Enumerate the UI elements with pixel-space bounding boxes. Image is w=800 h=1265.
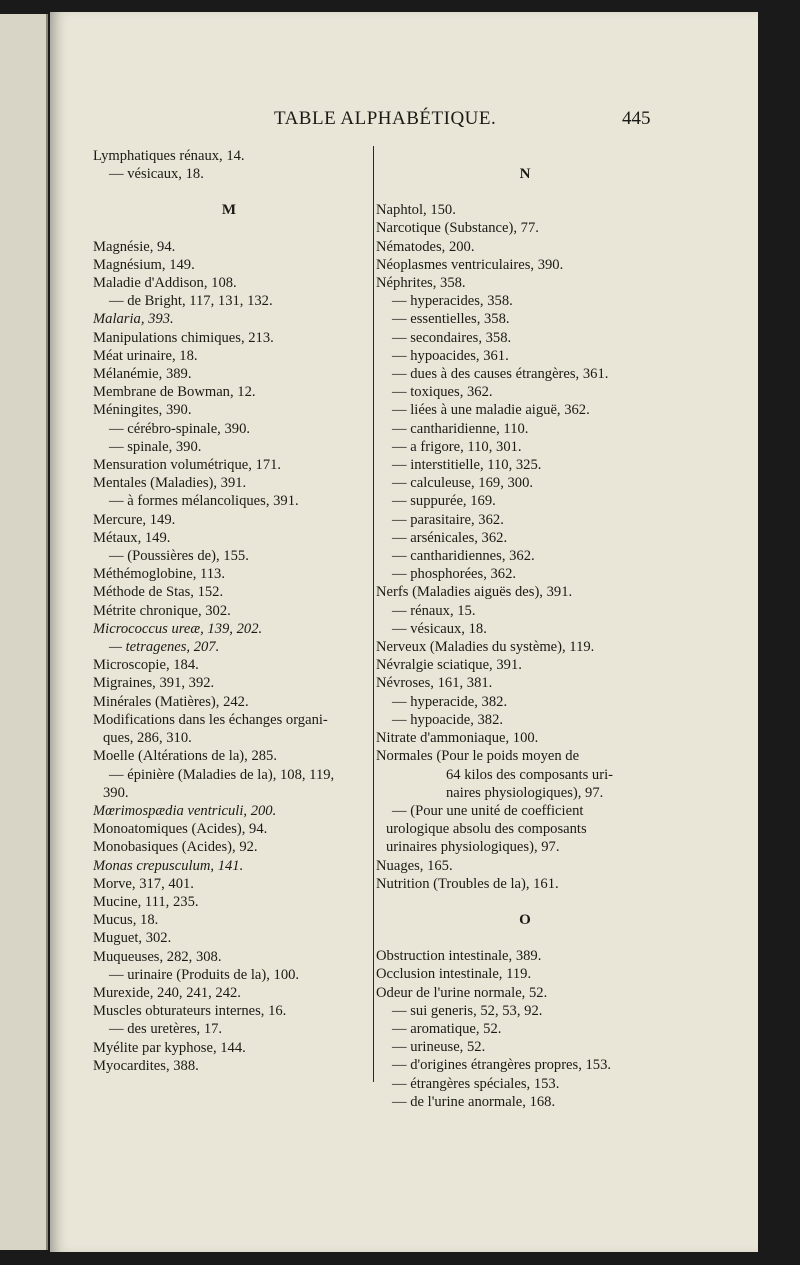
index-entry: Lymphatiques rénaux, 14. bbox=[93, 148, 245, 164]
spacer bbox=[376, 929, 674, 947]
previous-page-edge bbox=[0, 14, 48, 1250]
index-entry: Névralgie sciatique, 391. bbox=[376, 657, 522, 674]
index-entry: Muqueuses, 282, 308. bbox=[93, 948, 222, 965]
index-entry: Monoatomiques (Acides), 94. bbox=[93, 821, 268, 838]
index-entry: Mensuration volumétrique, 171. bbox=[93, 457, 282, 474]
index-entry: Nerveux (Maladies du système), 119. bbox=[376, 639, 595, 656]
index-entry: Mentales (Maladies), 391. bbox=[93, 475, 247, 492]
index-entry: Méningites, 390. bbox=[93, 402, 192, 419]
index-entry: — interstitielle, 110, 325. bbox=[392, 457, 542, 474]
running-head: TABLE ALPHABÉTIQUE. bbox=[274, 108, 497, 129]
column-divider bbox=[373, 146, 374, 1082]
index-entry: Névroses, 161, 381. bbox=[376, 675, 493, 692]
section-letter: M bbox=[221, 202, 237, 219]
index-entry: — phosphorées, 362. bbox=[392, 566, 517, 583]
index-entry: — étrangères spéciales, 153. bbox=[392, 1075, 560, 1092]
index-entry: Mucus, 18. bbox=[93, 912, 159, 929]
index-column-left bbox=[93, 147, 365, 1075]
page-number: 445 bbox=[622, 108, 651, 129]
index-entry: — urinaire (Produits de la), 100. bbox=[109, 966, 300, 983]
spacer bbox=[93, 183, 365, 201]
index-entry: — tetragenes, 207. bbox=[109, 639, 220, 656]
index-entry: Néphrites, 358. bbox=[376, 275, 466, 292]
index-entry: Magnésie, 94. bbox=[93, 238, 176, 255]
index-entry: Myélite par kyphose, 144. bbox=[93, 1039, 246, 1056]
index-entry: ques, 286, 310. bbox=[103, 730, 192, 747]
index-entry: naires physiologiques), 97. bbox=[446, 784, 604, 801]
index-entry: Minérales (Matières), 242. bbox=[93, 693, 249, 710]
index-entry: Magnésium, 149. bbox=[93, 256, 195, 273]
index-entry: — toxiques, 362. bbox=[392, 384, 493, 401]
index-entry: Moelle (Altérations de la), 285. bbox=[93, 748, 277, 765]
index-entry: — à formes mélancoliques, 391. bbox=[109, 493, 299, 510]
index-entry: — arsénicales, 362. bbox=[392, 529, 508, 546]
index-entry: Nerfs (Maladies aiguës des), 391. bbox=[376, 584, 573, 601]
page-header bbox=[50, 108, 758, 142]
index-entry: Malaria, 393. bbox=[93, 311, 174, 328]
index-entry: — vésicaux, 18. bbox=[109, 166, 204, 183]
index-entry: Nutrition (Troubles de la), 161. bbox=[376, 875, 559, 892]
book-page bbox=[50, 12, 758, 1252]
index-entry: Maladie d'Addison, 108. bbox=[93, 275, 237, 292]
index-entry: — spinale, 390. bbox=[109, 438, 202, 455]
index-entry: Migraines, 391, 392. bbox=[93, 675, 215, 692]
index-entry: — cantharidiennes, 362. bbox=[392, 548, 535, 565]
index-entry: — essentielles, 358. bbox=[392, 311, 510, 328]
index-entry: Métaux, 149. bbox=[93, 529, 171, 546]
index-entry: Micrococcus ureæ, 139, 202. bbox=[93, 620, 263, 637]
index-entry: — urineuse, 52. bbox=[392, 1039, 486, 1056]
index-entry: — vésicaux, 18. bbox=[392, 620, 487, 637]
index-entry: — rénaux, 15. bbox=[392, 602, 476, 619]
index-entry: Normales (Pour le poids moyen de bbox=[376, 748, 580, 765]
index-entry: — épinière (Maladies de la), 108, 119, bbox=[109, 766, 335, 783]
index-entry: — aromatique, 52. bbox=[392, 1020, 502, 1037]
index-entry: — suppurée, 169. bbox=[392, 493, 496, 510]
spacer bbox=[376, 147, 674, 165]
index-entry: — dues à des causes étrangères, 361. bbox=[392, 366, 609, 383]
index-entry: Monobasiques (Acides), 92. bbox=[93, 839, 258, 856]
index-entry: Membrane de Bowman, 12. bbox=[93, 384, 256, 401]
index-entry: — (Poussières de), 155. bbox=[109, 548, 249, 565]
index-entry: Mercure, 149. bbox=[93, 511, 176, 528]
index-entry: Narcotique (Substance), 77. bbox=[376, 220, 539, 237]
index-entry: Muguet, 302. bbox=[93, 930, 172, 947]
index-entry: Mœrimospædia ventriculi, 200. bbox=[93, 802, 277, 819]
spacer bbox=[376, 183, 674, 201]
index-entry: Murexide, 240, 241, 242. bbox=[93, 984, 241, 1001]
index-entry: — cantharidienne, 110. bbox=[392, 420, 529, 437]
spacer bbox=[93, 220, 365, 238]
index-entry: — hyperacides, 358. bbox=[392, 293, 513, 310]
index-entry: Manipulations chimiques, 213. bbox=[93, 329, 274, 346]
index-entry: Muscles obturateurs internes, 16. bbox=[93, 1003, 287, 1020]
index-entry: Nuages, 165. bbox=[376, 857, 453, 874]
index-entry: — secondaires, 358. bbox=[392, 329, 512, 346]
index-entry: — liées à une maladie aiguë, 362. bbox=[392, 402, 590, 419]
index-entry: Monas crepusculum, 141. bbox=[93, 857, 244, 874]
index-entry: — calculeuse, 169, 300. bbox=[392, 475, 534, 492]
index-entry: Méthode de Stas, 152. bbox=[93, 584, 224, 601]
index-entry: — parasitaire, 362. bbox=[392, 511, 504, 528]
index-entry: — hypoacides, 361. bbox=[392, 347, 509, 364]
index-entry: Nitrate d'ammoniaque, 100. bbox=[376, 730, 539, 747]
index-entry: — des uretères, 17. bbox=[109, 1021, 223, 1038]
index-entry: Méat urinaire, 18. bbox=[93, 347, 198, 364]
index-entry: Mucine, 111, 235. bbox=[93, 893, 199, 910]
index-entry: urinaires physiologiques), 97. bbox=[386, 839, 560, 856]
index-column-right bbox=[376, 147, 674, 1111]
index-entry: — hypoacide, 382. bbox=[392, 711, 504, 728]
index-entry: Occlusion intestinale, 119. bbox=[376, 966, 532, 983]
index-entry: 64 kilos des composants uri- bbox=[446, 766, 614, 783]
index-entry: — d'origines étrangères propres, 153. bbox=[392, 1057, 612, 1074]
section-letter: O bbox=[519, 911, 531, 928]
index-entry: Morve, 317, 401. bbox=[93, 875, 194, 892]
index-entry: — de Bright, 117, 131, 132. bbox=[109, 293, 273, 310]
index-entry: Odeur de l'urine normale, 52. bbox=[376, 984, 548, 1001]
section-letter: N bbox=[519, 166, 531, 182]
index-entry: — cérébro-spinale, 390. bbox=[109, 420, 251, 437]
index-entry: — sui generis, 52, 53, 92. bbox=[392, 1002, 543, 1019]
index-entry: Nématodes, 200. bbox=[376, 238, 475, 255]
index-entry: — de l'urine anormale, 168. bbox=[392, 1093, 556, 1110]
index-entry: Mélanémie, 389. bbox=[93, 366, 192, 383]
spacer bbox=[376, 893, 674, 911]
index-entry: Métrite chronique, 302. bbox=[93, 602, 231, 619]
index-entry: — (Pour une unité de coefficient bbox=[392, 802, 584, 819]
index-entry: — a frigore, 110, 301. bbox=[392, 438, 522, 455]
index-entry: urologique absolu des composants bbox=[386, 821, 587, 838]
index-entry: Microscopie, 184. bbox=[93, 657, 199, 674]
index-entry: Obstruction intestinale, 389. bbox=[376, 948, 542, 965]
index-entry: Méthémoglobine, 113. bbox=[93, 566, 225, 583]
index-entry: — hyperacide, 382. bbox=[392, 693, 508, 710]
index-entry: Néoplasmes ventriculaires, 390. bbox=[376, 256, 564, 273]
index-entry: 390. bbox=[103, 784, 129, 801]
index-entry: Naphtol, 150. bbox=[376, 202, 456, 219]
index-entry: Modifications dans les échanges organi- bbox=[93, 711, 328, 728]
index-entry: Myocardites, 388. bbox=[93, 1057, 199, 1074]
